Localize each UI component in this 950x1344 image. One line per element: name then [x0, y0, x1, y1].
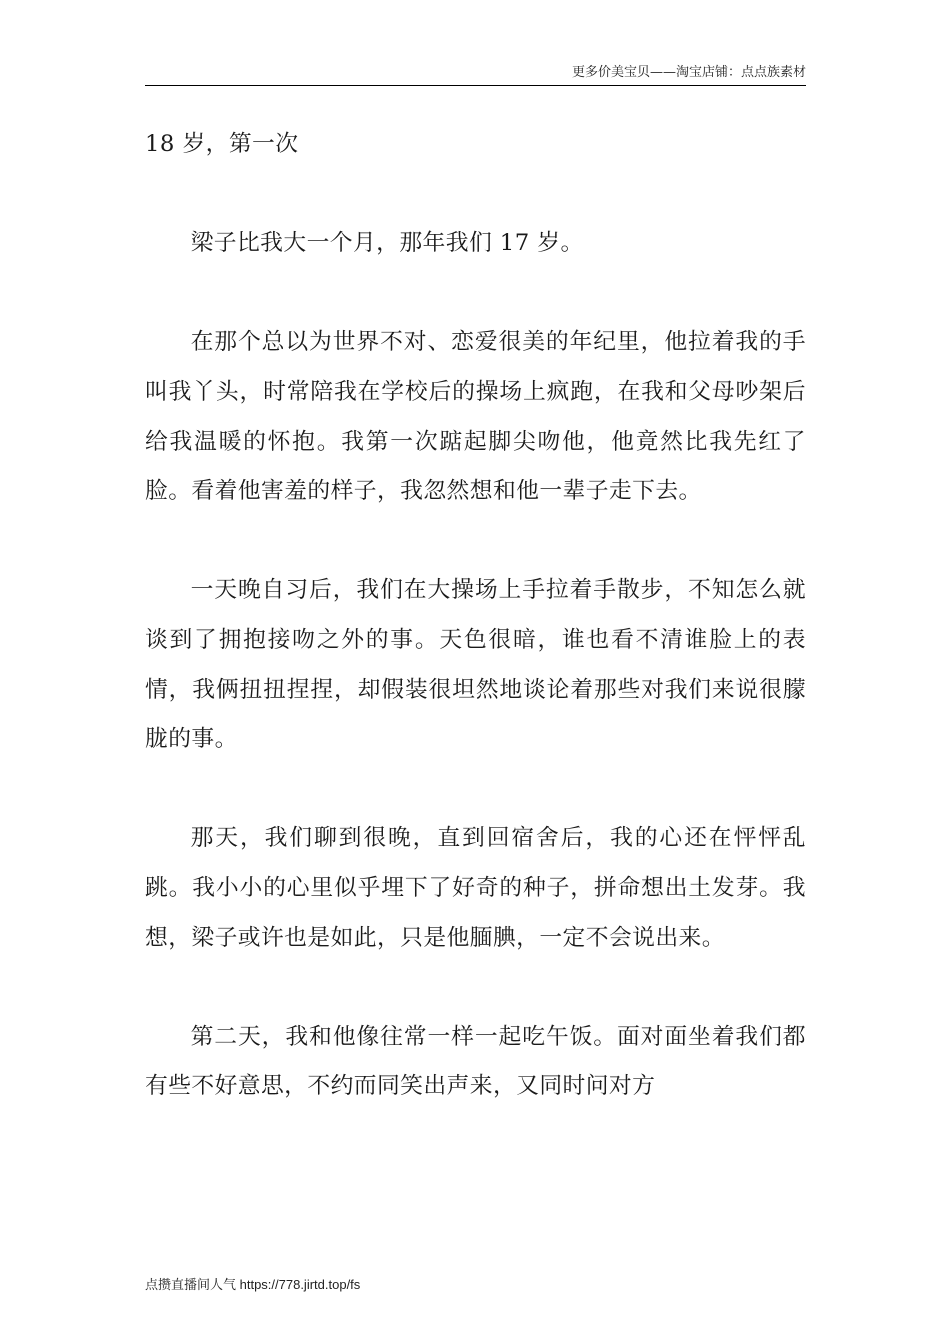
- paragraph-1: 梁子比我大一个月，那年我们 17 岁。: [190, 230, 584, 257]
- page-header: 更多价美宝贝——淘宝店铺：点点族素材: [571, 65, 806, 80]
- paragraph-spacer: [145, 170, 806, 220]
- article-title: 18 岁，第一次: [145, 131, 299, 157]
- header-divider: [145, 85, 806, 86]
- paragraph-3: 一天晚自习后，我们在大操场上手拉着手散步，不知怎么就谈到了拥抱接吻之外的事。天色很暗，谁也看不清谁脸上的表情，我俩扭扭捏捏，却假装很坦然地谈论着那些对我们来说很朦胧的事。: [145, 577, 806, 753]
- paragraph-2: 在那个总以为世界不对、恋爱很美的年纪里，他拉着我的手叫我丫头，时常陪我在学校后的操场上疯跑，在我和父母吵架后给我温暖的怀抱。我第一次踮起脚尖吻他，他竟然比我先红了脸。看着他害羞的样子，我忽然想和他一辈子走下去。: [145, 329, 806, 505]
- paragraph-4: 那天，我们聊到很晚，直到回宿舍后，我的心还在怦怦乱跳。我小小的心里似乎埋下了好奇的种子，拼命想出土发芽。我想，梁子或许也是如此，只是他腼腆，一定不会说出来。: [145, 825, 806, 951]
- page-footer-link[interactable]: 点攒直播间人气 https://778.jirtd.top/fs: [145, 1277, 361, 1292]
- paragraph-spacer: [145, 517, 806, 567]
- paragraph-spacer: [145, 963, 806, 1013]
- paragraph-5: 第二天，我和他像往常一样一起吃午饭。面对面坐着我们都有些不好意思，不约而同笑出声来，又同时问对方: [145, 1023, 806, 1100]
- paragraph-spacer: [145, 765, 806, 815]
- article-body: [145, 120, 806, 1112]
- paragraph-spacer: [145, 269, 806, 319]
